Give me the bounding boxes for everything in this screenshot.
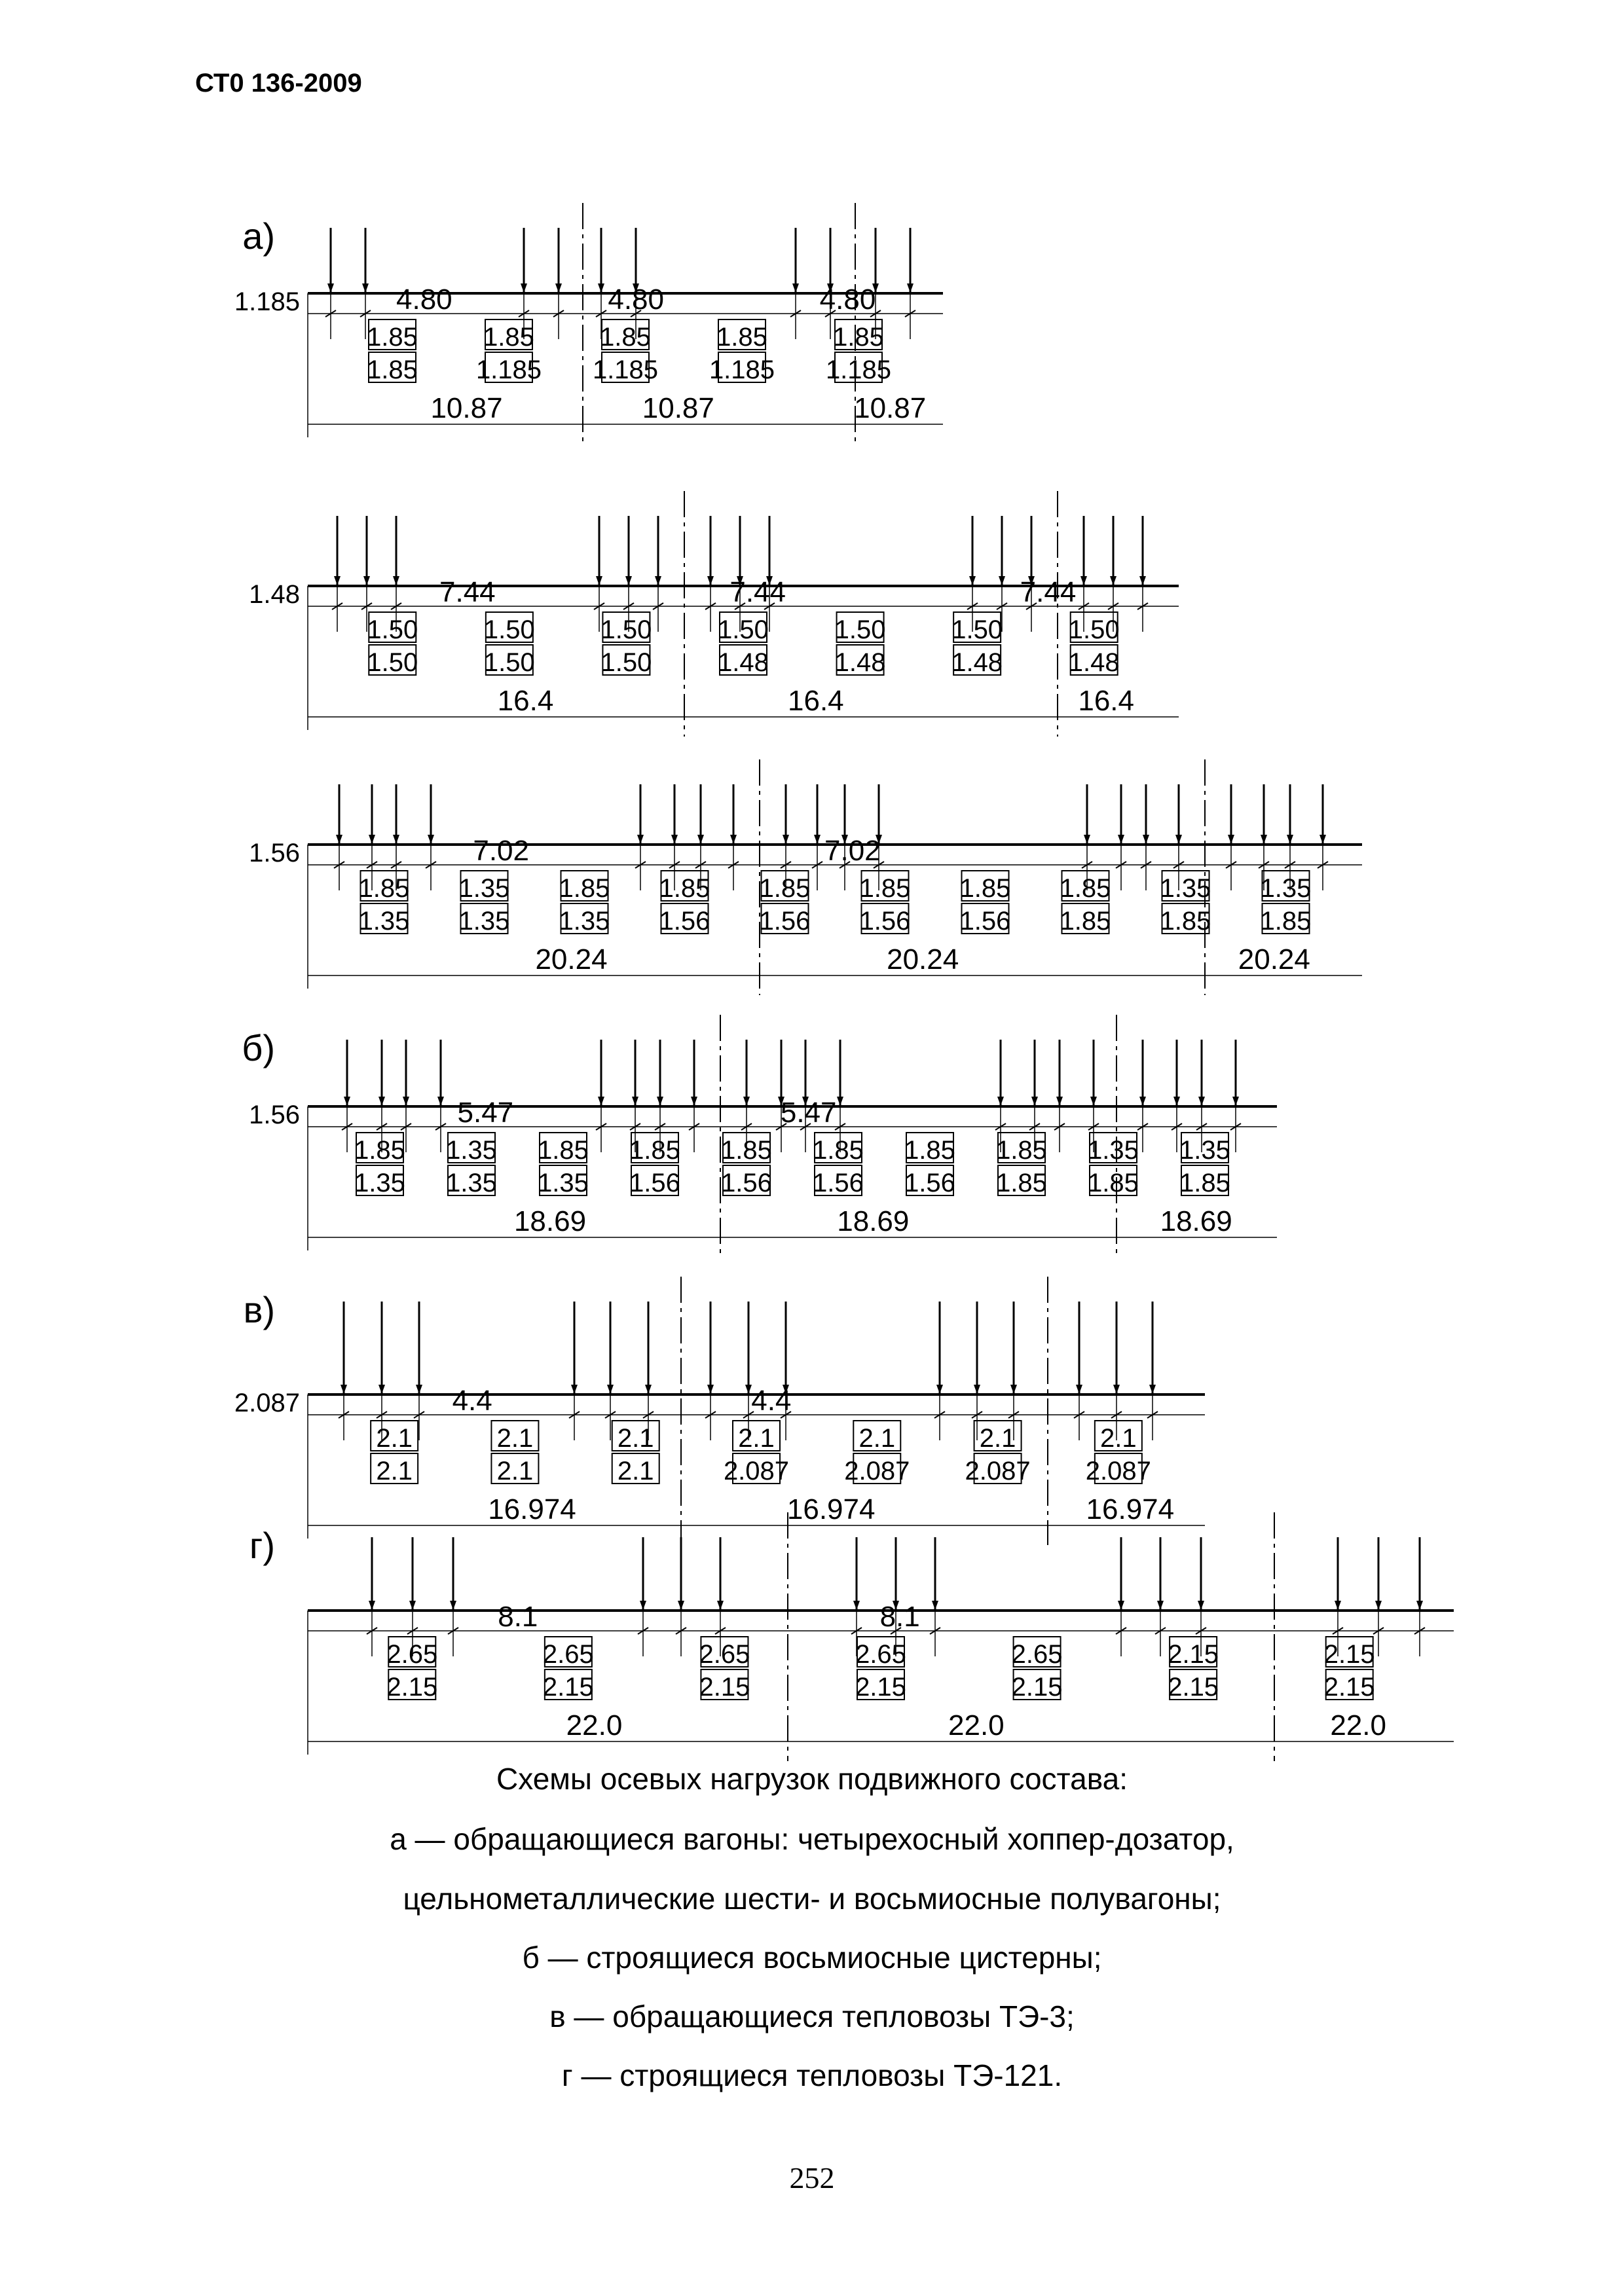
row-5-wagon-length-2: 16.974 <box>786 1493 876 1525</box>
row-4-spacing-value-1: 1.85 <box>354 1136 405 1165</box>
row-2-spacing-value-5: 1.50 <box>834 615 886 644</box>
row-1-axle-base-1: 4.80 <box>396 283 452 316</box>
row-4-wagon-length-2: 18.69 <box>837 1205 910 1237</box>
row-2-spacing-value-8: 1.50 <box>367 648 418 677</box>
row-1-spacing-value-6: 1.85 <box>367 355 418 384</box>
row-5-spacing-value-7: 2.1 <box>1100 1424 1137 1453</box>
row-6-spacing-value-1: 2.65 <box>386 1640 438 1669</box>
row-2-spacing-value-7: 1.50 <box>1068 615 1120 644</box>
row-3-overhang-value: 1.56 <box>249 839 300 867</box>
row-4-spacing-value-18: 1.85 <box>996 1169 1047 1197</box>
row-2-spacing-value-11: 1.48 <box>718 648 769 677</box>
row-2-axle-base-2: 7.44 <box>729 576 786 608</box>
row-4-spacing-value-6: 1.85 <box>813 1136 864 1165</box>
row-4-spacing-value-13: 1.35 <box>538 1169 589 1197</box>
row-4-overhang-value: 1.56 <box>249 1101 300 1129</box>
row-4-spacing-value-10: 1.35 <box>1179 1136 1230 1165</box>
row-2-spacing-value-13: 1.48 <box>951 648 1003 677</box>
row-3-spacing-value-7: 1.85 <box>959 874 1011 903</box>
row-2-axle-base-1: 7.44 <box>439 576 496 608</box>
row-3-spacing-value-20: 1.85 <box>1260 907 1312 936</box>
row-6-wagon-length-3: 22.0 <box>1330 1709 1386 1741</box>
row-6-wagon-length-1: 22.0 <box>566 1709 623 1741</box>
row-1-overhang-value: 1.185 <box>234 287 300 316</box>
row-1-spacing-value-7: 1.185 <box>475 355 542 384</box>
row-6-spacing-value-2: 2.65 <box>542 1640 594 1669</box>
row-2-spacing-value-9: 1.50 <box>483 648 535 677</box>
row-4-wagon-length-1: 18.69 <box>513 1205 587 1237</box>
row-4-spacing-value-19: 1.85 <box>1088 1169 1139 1197</box>
row-6-spacing-value-3: 2.65 <box>699 1640 750 1669</box>
row-5-spacing-value-2: 2.1 <box>496 1424 534 1453</box>
caption-line-v: в — обращающиеся тепловозы ТЭ-3; <box>549 1999 1075 2033</box>
row-3-spacing-value-9: 1.35 <box>1160 874 1211 903</box>
row-5-overhang-value: 2.087 <box>234 1389 300 1417</box>
row-5-spacing-value-8: 2.1 <box>376 1457 413 1485</box>
row-3-spacing-value-2: 1.35 <box>458 874 510 903</box>
row-1-spacing-value-3: 1.85 <box>600 323 651 352</box>
row-1-wagon-length-2: 10.87 <box>642 392 714 424</box>
row-1-spacing-value-9: 1.185 <box>709 355 775 384</box>
row-4-spacing-value-7: 1.85 <box>904 1136 955 1165</box>
row-3-spacing-value-19: 1.85 <box>1160 907 1211 936</box>
row-5-spacing-value-9: 2.1 <box>496 1457 534 1485</box>
row-3-spacing-value-13: 1.35 <box>559 907 610 936</box>
row-3-spacing-value-18: 1.85 <box>1060 907 1111 936</box>
row-1-axle-base-2: 4.80 <box>608 283 664 316</box>
caption-title: Схемы осевых нагрузок подвижного состава: <box>496 1762 1128 1796</box>
row-4-spacing-value-17: 1.56 <box>904 1169 955 1197</box>
row-6-spacing-value-7: 2.15 <box>1323 1640 1375 1669</box>
row-5-spacing-value-5: 2.1 <box>858 1424 896 1453</box>
row-3-spacing-value-11: 1.35 <box>358 907 410 936</box>
row-5-axle-base-2: 4.4 <box>751 1385 792 1417</box>
row-3-spacing-value-12: 1.35 <box>458 907 510 936</box>
row-6-wagon-length-2: 22.0 <box>948 1709 1005 1741</box>
row-5-wagon-length-1: 16.974 <box>488 1493 576 1525</box>
row-3-spacing-value-4: 1.85 <box>659 874 710 903</box>
row-2-spacing-value-6: 1.50 <box>951 615 1003 644</box>
row-1-variant-label: а) <box>242 215 275 257</box>
row-5-spacing-value-13: 2.087 <box>965 1457 1031 1485</box>
row-1-spacing-value-8: 1.185 <box>592 355 659 384</box>
row-4-spacing-value-4: 1.85 <box>629 1136 680 1165</box>
row-2-spacing-value-12: 1.48 <box>834 648 886 677</box>
row-4-spacing-value-14: 1.56 <box>629 1169 680 1197</box>
row-3-spacing-value-16: 1.56 <box>859 907 911 936</box>
row-3-spacing-value-14: 1.56 <box>659 907 710 936</box>
row-5-wagon-length-3: 16.974 <box>1086 1493 1175 1525</box>
row-5-spacing-value-4: 2.1 <box>738 1424 775 1453</box>
row-6-spacing-value-8: 2.15 <box>386 1673 438 1702</box>
row-3-wagon-length-1: 20.24 <box>535 943 608 975</box>
row-4-spacing-value-16: 1.56 <box>813 1169 864 1197</box>
row-2-spacing-value-14: 1.48 <box>1068 648 1120 677</box>
row-5-spacing-value-10: 2.1 <box>617 1457 654 1485</box>
row-1-spacing-value-5: 1.85 <box>833 323 884 352</box>
row-4-spacing-value-8: 1.85 <box>996 1136 1047 1165</box>
row-1-spacing-value-10: 1.185 <box>825 355 892 384</box>
row-6-spacing-value-9: 2.15 <box>542 1673 594 1702</box>
row-6-spacing-value-4: 2.65 <box>855 1640 906 1669</box>
row-5-spacing-value-14: 2.087 <box>1085 1457 1151 1485</box>
row-4-wagon-length-3: 18.69 <box>1160 1205 1232 1237</box>
row-5-spacing-value-1: 2.1 <box>376 1424 413 1453</box>
row-1-wagon-length-3: 10.87 <box>854 392 927 424</box>
row-6-axle-base-1: 8.1 <box>498 1601 538 1633</box>
row-2-spacing-value-1: 1.50 <box>367 615 418 644</box>
row-2-axle-base-3: 7.44 <box>1020 576 1077 608</box>
row-3-axle-base-1: 7.02 <box>473 835 529 867</box>
row-4-spacing-value-5: 1.85 <box>721 1136 772 1165</box>
row-6-spacing-value-11: 2.15 <box>855 1673 906 1702</box>
row-2-spacing-value-3: 1.50 <box>600 615 652 644</box>
document-code: СТ0 136-2009 <box>195 69 362 98</box>
row-5-spacing-value-11: 2.087 <box>723 1457 790 1485</box>
row-4-spacing-value-9: 1.35 <box>1088 1136 1139 1165</box>
row-4-axle-base-1: 5.47 <box>457 1097 514 1129</box>
row-4-spacing-value-20: 1.85 <box>1179 1169 1230 1197</box>
row-2-wagon-length-3: 16.4 <box>1078 685 1134 717</box>
caption-line-a-continued: цельнометаллические шести- и восьмиосные полувагоны; <box>403 1882 1221 1916</box>
row-5-spacing-value-6: 2.1 <box>979 1424 1016 1453</box>
row-5-axle-base-1: 4.4 <box>452 1385 492 1417</box>
row-2-spacing-value-2: 1.50 <box>483 615 535 644</box>
row-3-spacing-value-15: 1.56 <box>759 907 811 936</box>
row-6-spacing-value-12: 2.15 <box>1011 1673 1063 1702</box>
row-6-spacing-value-5: 2.65 <box>1011 1640 1063 1669</box>
row-5-variant-label: в) <box>243 1289 275 1330</box>
row-1-spacing-value-4: 1.85 <box>716 323 767 352</box>
row-6-variant-label: г) <box>249 1525 275 1566</box>
row-4-spacing-value-2: 1.35 <box>446 1136 497 1165</box>
row-4-spacing-value-3: 1.85 <box>538 1136 589 1165</box>
row-6-spacing-value-13: 2.15 <box>1168 1673 1219 1702</box>
row-6-axle-base-2: 8.1 <box>879 1601 920 1633</box>
caption-line-g: г — строящиеся тепловозы ТЭ-121. <box>561 2058 1063 2092</box>
row-1-spacing-value-2: 1.85 <box>483 323 534 352</box>
row-3-wagon-length-3: 20.24 <box>1238 943 1310 975</box>
row-6-spacing-value-10: 2.15 <box>699 1673 750 1702</box>
row-1-spacing-value-1: 1.85 <box>367 323 418 352</box>
row-1-axle-base-3: 4.80 <box>819 283 876 316</box>
row-4-axle-base-2: 5.47 <box>780 1097 837 1129</box>
row-6-spacing-value-6: 2.15 <box>1168 1640 1219 1669</box>
row-2-wagon-length-2: 16.4 <box>788 685 844 717</box>
row-4-spacing-value-11: 1.35 <box>354 1169 405 1197</box>
row-3-spacing-value-5: 1.85 <box>759 874 811 903</box>
row-3-spacing-value-1: 1.85 <box>358 874 410 903</box>
row-5-spacing-value-12: 2.087 <box>844 1457 910 1485</box>
row-4-variant-label: б) <box>242 1027 275 1068</box>
row-3-spacing-value-6: 1.85 <box>859 874 911 903</box>
row-6-spacing-value-14: 2.15 <box>1323 1673 1375 1702</box>
row-3-axle-base-2: 7.02 <box>824 835 881 867</box>
row-2-wagon-length-1: 16.4 <box>497 685 554 717</box>
row-2-overhang-value: 1.48 <box>249 580 300 609</box>
row-3-spacing-value-10: 1.35 <box>1260 874 1312 903</box>
row-3-spacing-value-17: 1.56 <box>959 907 1011 936</box>
caption-line-a: а — обращающиеся вагоны: четырехосный хоппер-дозатор, <box>390 1822 1234 1856</box>
page-number: 252 <box>789 2161 835 2195</box>
row-5-spacing-value-3: 2.1 <box>617 1424 654 1453</box>
caption-line-b: б — строящиеся восьмиосные цистерны; <box>522 1941 1102 1975</box>
row-3-spacing-value-8: 1.85 <box>1060 874 1111 903</box>
row-1-wagon-length-1: 10.87 <box>430 392 503 424</box>
row-4-spacing-value-15: 1.56 <box>721 1169 772 1197</box>
row-3-wagon-length-2: 20.24 <box>887 943 959 975</box>
row-2-spacing-value-10: 1.50 <box>600 648 652 677</box>
row-3-spacing-value-3: 1.85 <box>559 874 610 903</box>
row-4-spacing-value-12: 1.35 <box>446 1169 497 1197</box>
row-2-spacing-value-4: 1.50 <box>718 615 769 644</box>
